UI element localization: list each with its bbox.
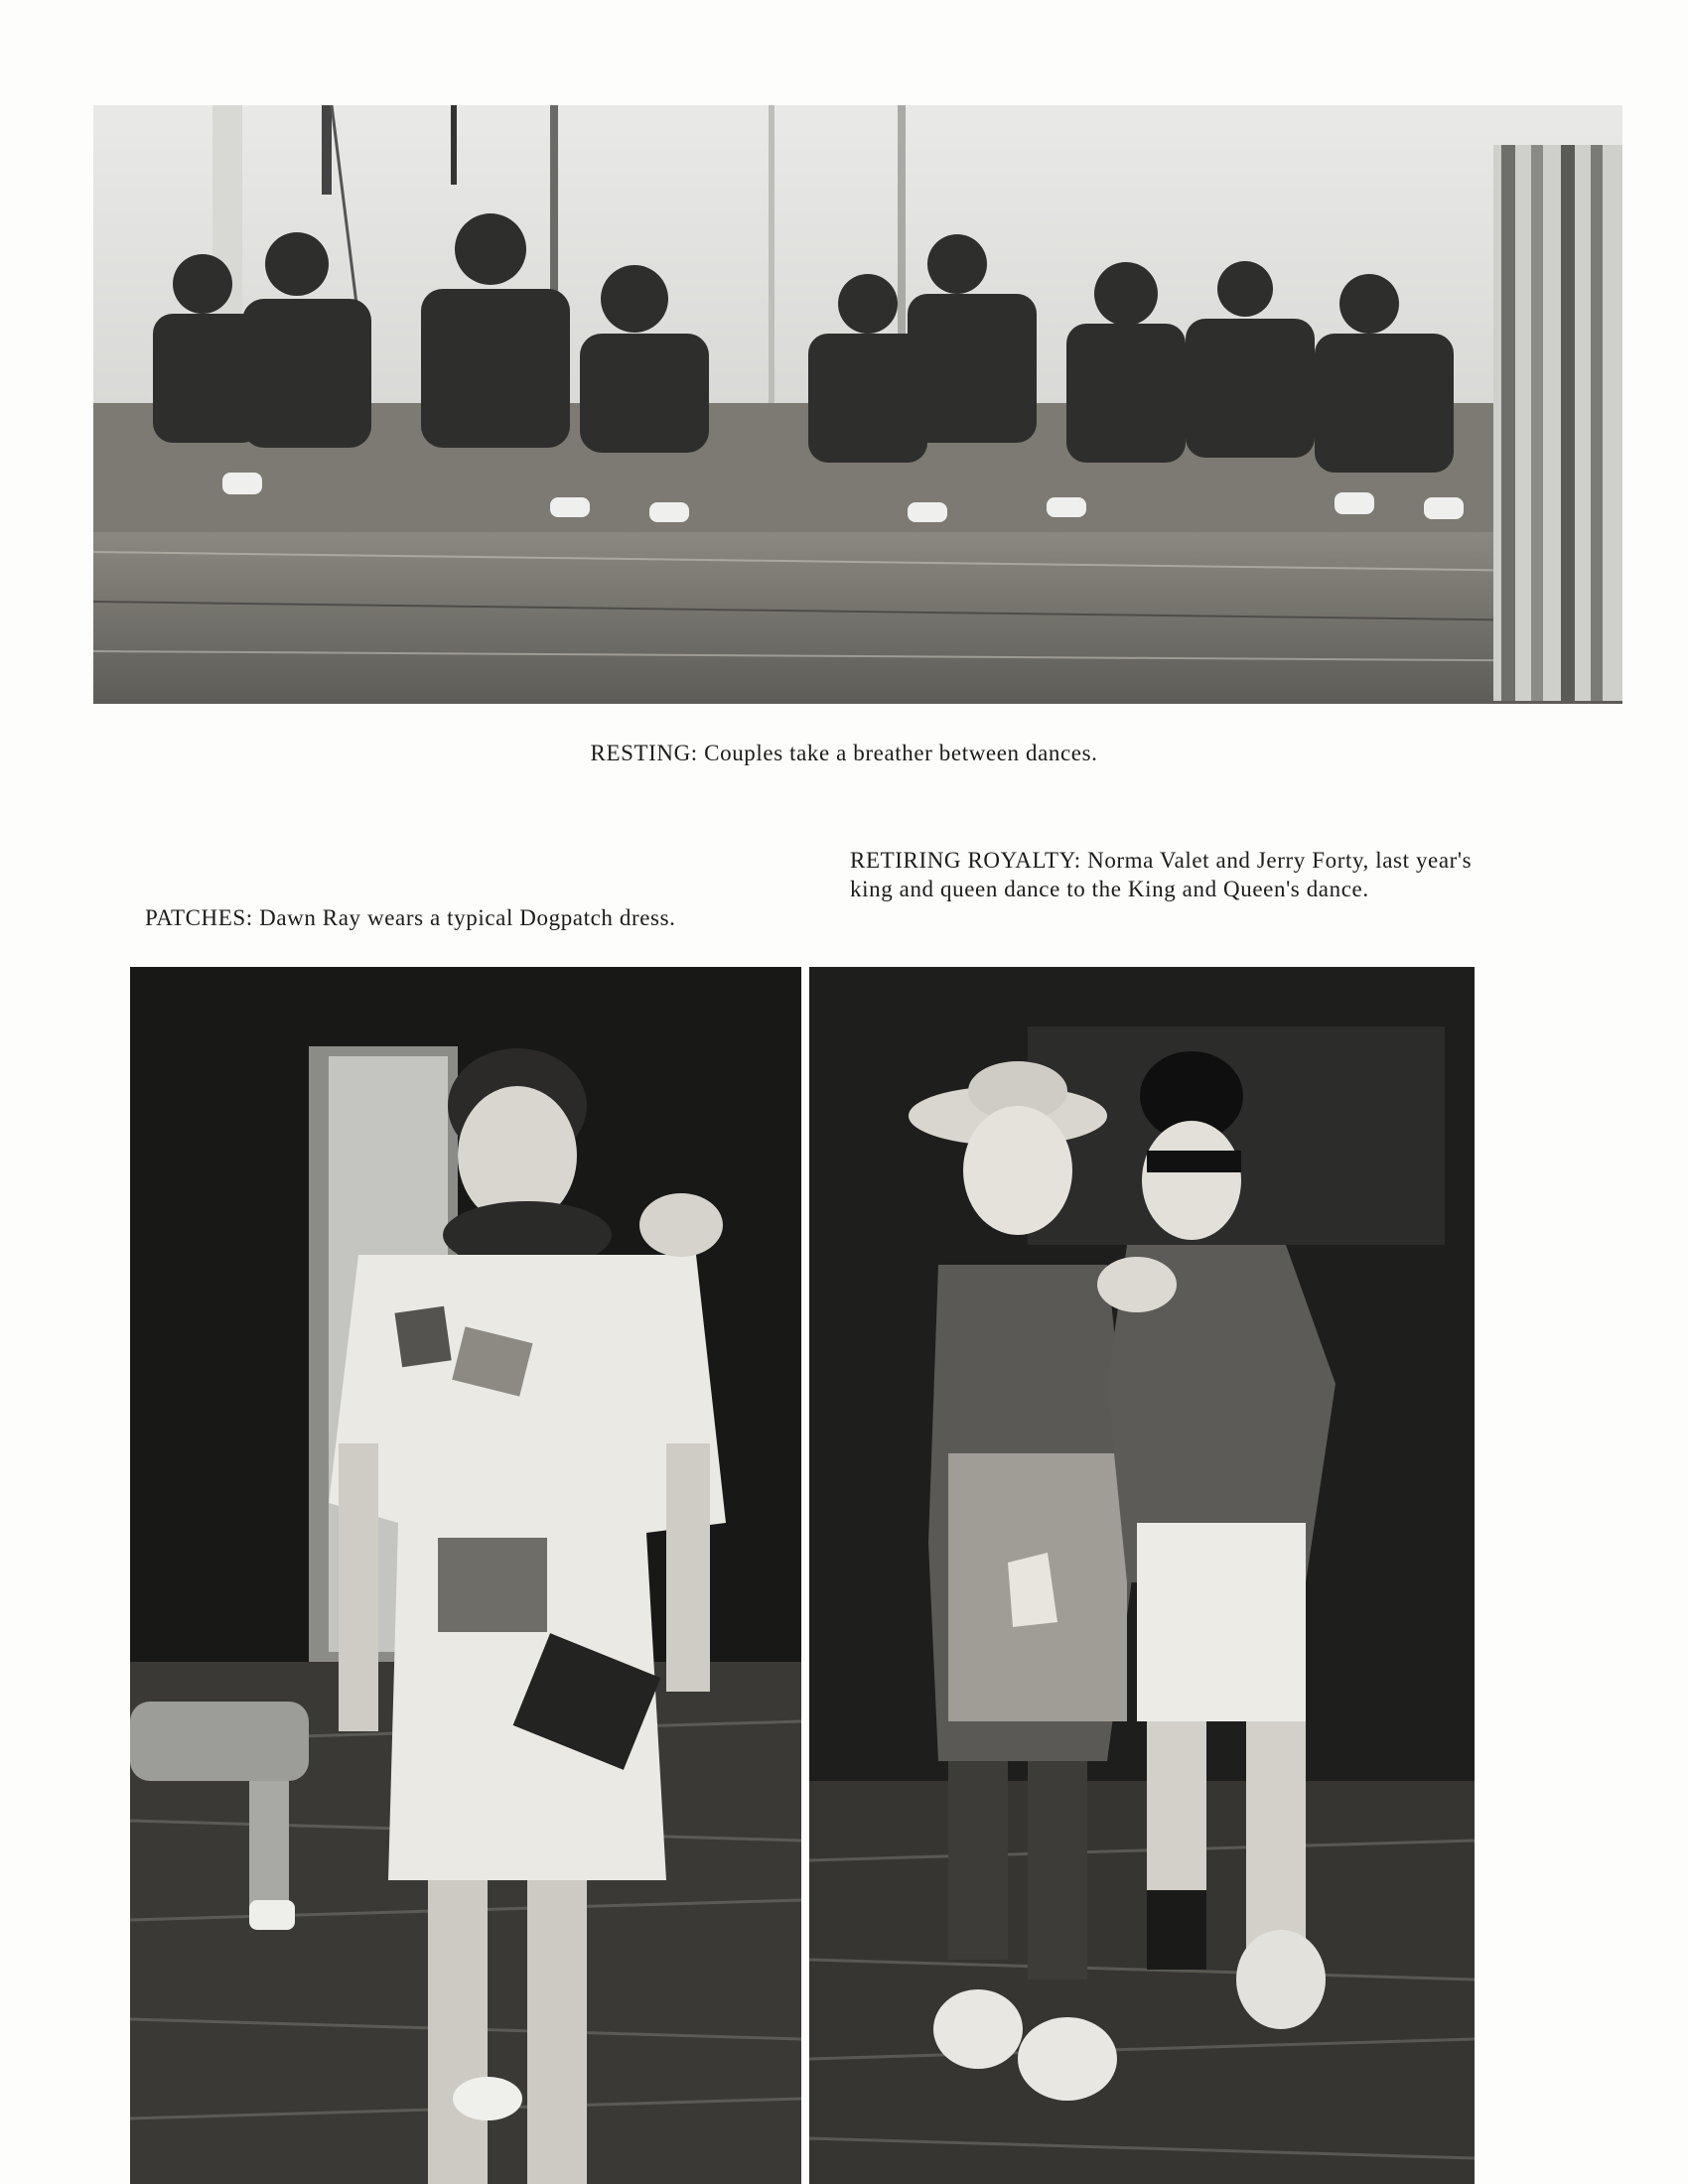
group-resting-photo [93, 105, 1622, 704]
caption-resting: RESTING: Couples take a breather between dances. [590, 741, 1098, 765]
caption-retiring-royalty: RETIRING ROYALTY: Norma Valet and Jerry Forty, last year's king and queen dance to the King and Queen's dance. [850, 848, 1473, 901]
caption-patches: PATCHES: Dawn Ray wears a typical Dogpatch dress. [145, 905, 676, 930]
patches-dress-photo [130, 967, 801, 2184]
royalty-dance-photo [809, 967, 1475, 2184]
